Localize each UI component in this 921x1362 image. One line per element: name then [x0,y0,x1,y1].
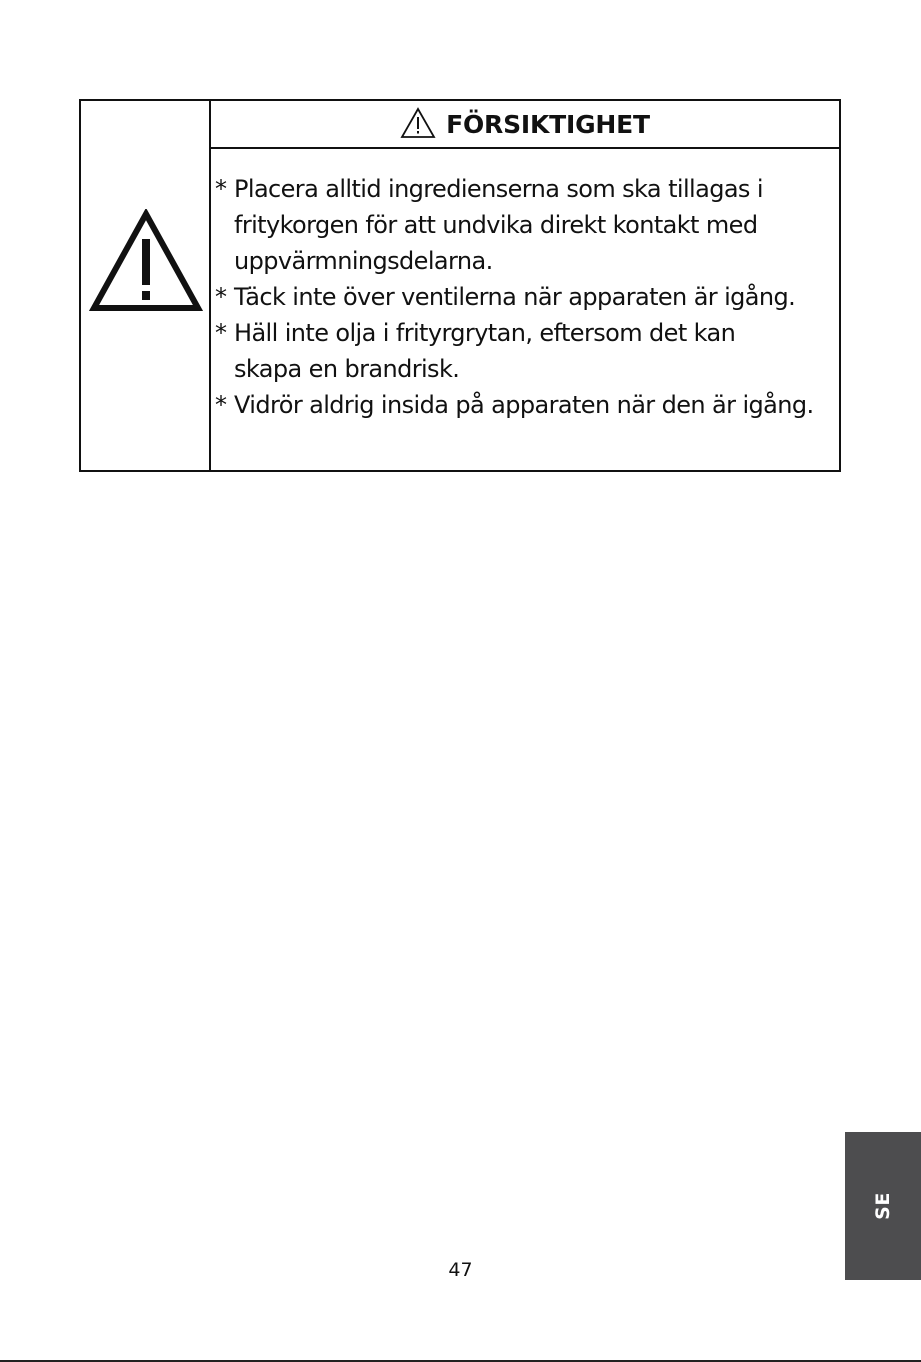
caution-item-line: Häll inte olja i frityrgrytan, eftersom det kan [234,319,736,347]
bullet-asterisk: * [215,391,227,419]
caution-item-line: fritykorgen för att undvika direkt kontakt med [234,211,758,239]
page-number: 47 [448,1259,473,1281]
caution-heading: FÖRSIKTIGHET [446,109,650,139]
caution-item [215,171,839,279]
caution-item [215,315,839,387]
caution-list [211,149,839,423]
bullet-asterisk: * [215,283,227,311]
bullet-asterisk: * [215,319,227,347]
caution-item-line: Placera alltid ingredienserna som ska tillagas i [234,175,763,203]
language-tab-label: SE [872,1192,894,1220]
warning-triangle-small-icon [400,107,436,139]
caution-header [211,101,839,149]
caution-item-line: uppvärmningsdelarna. [234,247,493,275]
caution-item [215,279,839,315]
caution-item-line: Vidrör aldrig insida på apparaten när den är igång. [234,391,814,419]
caution-box [79,99,841,472]
language-tab [845,1132,921,1280]
warning-triangle-icon [89,209,203,313]
caution-item-line: skapa en brandrisk. [234,355,460,383]
caution-content [211,101,839,470]
caution-item-line: Täck inte över ventilerna när apparaten är igång. [234,283,796,311]
caution-item [215,387,839,423]
warning-icon-cell [81,101,211,470]
bullet-asterisk: * [215,175,227,203]
